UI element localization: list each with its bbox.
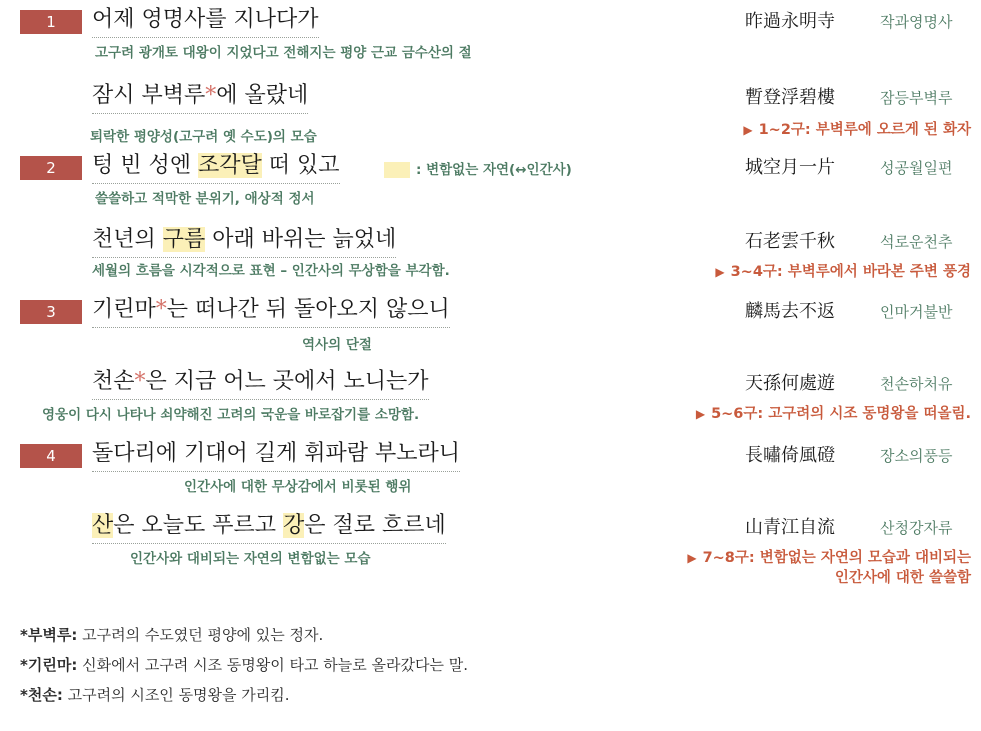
poem-line-2: 잠시 부벽루*에 올랐네 [92, 80, 308, 114]
triangle-marker-icon: ▶ [687, 551, 697, 565]
poem-line-6: 천손*은 지금 어느 곳에서 노니는가 [92, 366, 429, 400]
summary-3-4: ▶ 3~4구: 부벽루에서 바라본 주변 풍경 [715, 264, 971, 280]
gloss-nature-legend: : 변함없는 자연(↔인간사) [384, 161, 572, 179]
hanja-line-7: 長嘯倚風磴 [745, 445, 835, 466]
reading-line-1: 작과영명사 [880, 13, 953, 31]
gloss-nature-contrast: 인간사와 대비되는 자연의 변함없는 모습 [130, 551, 371, 567]
gloss-hero-wish: 영웅이 다시 나타나 쇠약해진 고려의 국운을 바로잡기를 소망함. [42, 407, 420, 423]
gloss-mood: 쓸쓸하고 적막한 분위기, 애상적 정서 [95, 191, 315, 207]
footnote-cheonson: *천손: 고구려의 시조인 동명왕을 가리킴. [20, 686, 290, 704]
reading-line-5: 인마거불반 [880, 303, 953, 321]
hanja-line-2: 暫登浮碧樓 [745, 87, 835, 108]
gloss-history-break: 역사의 단절 [302, 337, 372, 353]
reading-line-4: 석로운천추 [880, 233, 953, 251]
gloss-pyeongyang-fortress: 퇴락한 평양성(고구려 옛 수도)의 모습 [90, 129, 317, 145]
hanja-line-4: 石老雲千秋 [745, 231, 835, 252]
triangle-marker-icon: ▶ [715, 265, 725, 279]
reading-line-3: 성공월일편 [880, 159, 953, 177]
couplet-number-badge: 1 [20, 10, 82, 34]
triangle-marker-icon: ▶ [695, 407, 706, 421]
reading-line-6: 천손하처유 [880, 375, 953, 393]
reading-line-8: 산청강자류 [880, 519, 953, 537]
gloss-time-flow: 세월의 흐름을 시각적으로 표현 – 인간사의 무상함을 부각함. [92, 263, 450, 279]
gloss-whistle: 인간사에 대한 무상감에서 비롯된 행위 [184, 479, 412, 495]
hanja-line-5: 麟馬去不返 [745, 301, 835, 322]
triangle-marker-icon: ▶ [743, 123, 753, 137]
poem-line-8: 산은 오늘도 푸르고 강은 절로 흐르네 [92, 510, 446, 544]
footnote-girinma: *기린마: 신화에서 고구려 시조 동명왕이 타고 하늘로 올라갔다는 말. [20, 656, 469, 674]
summary-1-2: ▶ 1~2구: 부벽루에 오르게 된 화자 [743, 122, 971, 138]
highlight-swatch-icon [384, 162, 410, 178]
couplet-number-badge: 2 [20, 156, 82, 180]
poem-line-7: 돌다리에 기대어 길게 휘파람 부노라니 [92, 438, 460, 472]
hanja-line-1: 昨過永明寺 [745, 11, 835, 32]
poem-line-3: 텅 빈 성엔 조각달 떠 있고 [92, 150, 340, 184]
poem-line-5: 기린마*는 떠나간 뒤 돌아오지 않으니 [92, 294, 450, 328]
couplet-number-badge: 3 [20, 300, 82, 324]
hanja-line-6: 天孫何處遊 [745, 373, 835, 394]
summary-5-6: ▶ 5~6구: 고구려의 시조 동명왕을 떠올림. [695, 406, 971, 422]
couplet-number-badge: 4 [20, 444, 82, 468]
gloss-yeongmyeongsa: 고구려 광개토 대왕이 지었다고 전해지는 평양 근교 금수산의 절 [95, 45, 472, 61]
reading-line-2: 잠등부벽루 [880, 89, 953, 107]
summary-7-8: ▶ 7~8구: 변함없는 자연의 모습과 대비되는 인간사에 대한 쓸쓸함 [687, 550, 971, 586]
hanja-line-8: 山青江自流 [745, 517, 835, 538]
reading-line-7: 장소의풍등 [880, 447, 953, 465]
poem-line-4: 천년의 구름 아래 바위는 늙었네 [92, 224, 396, 258]
poem-line-1: 어제 영명사를 지나다가 [92, 4, 319, 38]
footnote-bubyeokru: *부벽루: 고구려의 수도였던 평양에 있는 정자. [20, 626, 324, 644]
hanja-line-3: 城空月一片 [745, 157, 835, 178]
